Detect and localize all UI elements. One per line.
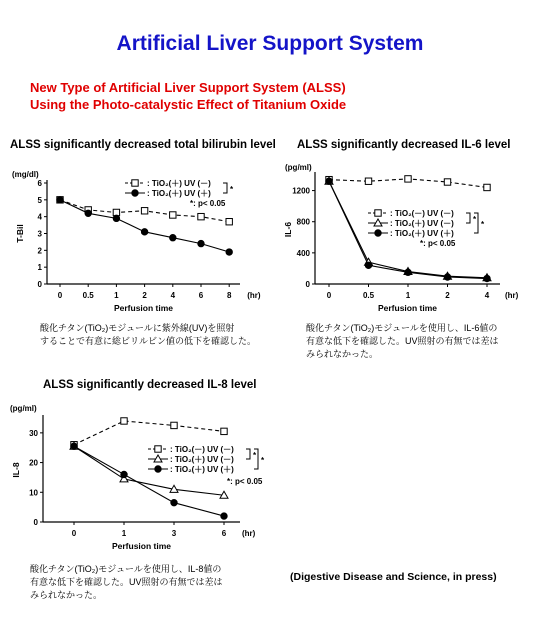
x-tick-label: 1: [121, 529, 127, 538]
x-tick-label: 1: [405, 291, 411, 300]
x-tick-label: 1: [114, 291, 119, 300]
data-point: [170, 212, 176, 218]
data-point: [198, 213, 204, 219]
subtitle-line-1: New Type of Artificial Liver Support System (ALSS): [30, 80, 346, 95]
y-tick-label: 4: [37, 212, 42, 222]
legend-label: : TiO₂(＋) UV (＋): [170, 465, 234, 474]
significance-bracket: [246, 449, 250, 459]
x-tick-label: 6: [198, 291, 204, 300]
chart-3-heading: ALSS significantly decreased IL-8 level: [43, 379, 257, 391]
legend-label: : TiO₂(＋) UV (＋): [390, 229, 454, 238]
y-tick-label: 3: [37, 229, 42, 239]
x-axis-label: Perfusion time: [113, 303, 174, 313]
data-point: [121, 418, 127, 424]
legend-marker: [375, 210, 381, 216]
data-point: [121, 471, 127, 477]
x-tick-label: 8: [226, 291, 232, 300]
x-tick-label: 6: [221, 529, 227, 538]
legend-label: : TiO₂(－) UV (－): [390, 209, 454, 218]
y-tick-label: 10: [29, 488, 38, 498]
data-point: [226, 249, 232, 255]
significance-note: *: p< 0.05: [227, 477, 263, 486]
y-unit-label: (pg/ml): [10, 404, 37, 413]
chart-3-caption: 酸化チタン(TiO₂)モジュールを使用し、IL-8値の 有意な低下を確認した。UV照射の有無では差は みられなかった。: [30, 564, 223, 600]
significance-star: *: [253, 451, 257, 460]
data-point: [405, 176, 411, 182]
chart-1-caption: 酸化チタン(TiO₂)モジュールに紫外線(UV)を照射 することで有意に総ビリルビン値の低下を確認した。: [40, 323, 257, 346]
significance-note: *: p< 0.05: [190, 199, 226, 208]
page-title: Artificial Liver Support System: [116, 32, 424, 55]
il6-chart: [283, 163, 519, 313]
legend-label: : TiO₂(＋) UV (－): [147, 179, 211, 188]
y-tick-label: 0: [37, 280, 42, 289]
data-point: [226, 219, 232, 225]
significance-star: *: [261, 456, 265, 465]
legend-marker: [132, 180, 138, 186]
data-point: [141, 208, 147, 214]
data-point: [85, 210, 91, 216]
legend-label: : TiO₂(－) UV (－): [170, 445, 234, 454]
il8-chart: [10, 404, 265, 551]
legend-marker: [155, 446, 161, 452]
significance-star: *: [473, 215, 477, 224]
significance-note: *: p< 0.05: [420, 239, 456, 248]
bilirubin-chart: [12, 170, 261, 313]
data-point: [405, 269, 411, 275]
data-point: [365, 262, 371, 268]
data-point: [444, 274, 450, 280]
data-point: [484, 184, 490, 190]
data-point: [221, 513, 227, 519]
x-tick-label: 4: [170, 291, 176, 300]
data-point: [171, 422, 177, 428]
citation: (Digestive Disease and Science, in press): [290, 571, 497, 583]
data-point: [57, 197, 63, 203]
legend-label: : TiO₂(＋) UV (－): [170, 455, 234, 464]
y-tick-label: 0: [33, 518, 38, 527]
significance-bracket: [223, 183, 227, 193]
x-axis-label: Perfusion time: [111, 541, 172, 551]
data-point: [171, 499, 177, 505]
data-point: [221, 428, 227, 434]
x-tick-label: 4: [484, 291, 490, 300]
legend-label: : TiO₂(＋) UV (＋): [147, 189, 211, 198]
data-point: [484, 275, 490, 281]
y-tick-label: 20: [29, 458, 38, 468]
x-tick-label: 0: [326, 291, 332, 300]
x-tick-label: 3: [171, 529, 177, 538]
x-tick-label: 0.5: [362, 291, 375, 300]
x-unit-label: (hr): [505, 291, 519, 300]
data-point: [170, 235, 176, 241]
y-tick-label: 400: [296, 248, 310, 258]
y-axis-label: IL-8: [11, 462, 21, 478]
x-tick-label: 0: [57, 291, 63, 300]
subtitle-line-2: Using the Photo-catalystic Effect of Titanium Oxide: [30, 97, 347, 112]
x-axis-label: Perfusion time: [377, 303, 438, 313]
y-tick-label: 800: [296, 217, 310, 227]
y-axis-label: T-Bil: [15, 224, 25, 243]
y-axis-label: IL-6: [283, 221, 293, 238]
x-tick-label: 0: [71, 529, 77, 538]
y-unit-label: (pg/ml): [285, 163, 312, 172]
series-line: [74, 421, 224, 445]
data-point: [113, 215, 119, 221]
x-unit-label: (hr): [247, 291, 261, 300]
legend-marker: [155, 466, 161, 472]
x-tick-label: 2: [142, 291, 147, 300]
chart-1-heading: ALSS significantly decreased total bilirubin level: [10, 139, 276, 151]
data-point: [326, 178, 332, 184]
y-tick-label: 30: [29, 428, 38, 438]
significance-star: *: [230, 185, 234, 194]
significance-star: *: [481, 220, 485, 229]
data-point: [198, 240, 204, 246]
data-point: [365, 178, 371, 184]
data-point: [141, 229, 147, 235]
data-point: [444, 179, 450, 185]
y-tick-label: 5: [37, 195, 42, 205]
x-unit-label: (hr): [242, 529, 256, 538]
legend-marker: [132, 190, 138, 196]
x-tick-label: 2: [445, 291, 450, 300]
y-tick-label: 1: [37, 263, 42, 273]
y-tick-label: 0: [305, 280, 310, 289]
y-unit-label: (mg/dl): [12, 170, 39, 179]
chart-2-heading: ALSS significantly decreased IL-6 level: [297, 139, 511, 151]
legend-marker: [375, 230, 381, 236]
data-point: [71, 443, 77, 449]
y-tick-label: 2: [37, 246, 42, 256]
y-tick-label: 1200: [292, 186, 310, 196]
significance-bracket: [466, 213, 470, 223]
legend-label: : TiO₂(＋) UV (－): [390, 219, 454, 228]
x-tick-label: 0.5: [82, 291, 94, 300]
chart-2-caption: 酸化チタン(TiO₂)モジュールを使用し、IL-6値の 有意な低下を確認した。UV照射の有無では差は みられなかった。: [306, 323, 499, 359]
y-tick-label: 6: [37, 179, 42, 188]
